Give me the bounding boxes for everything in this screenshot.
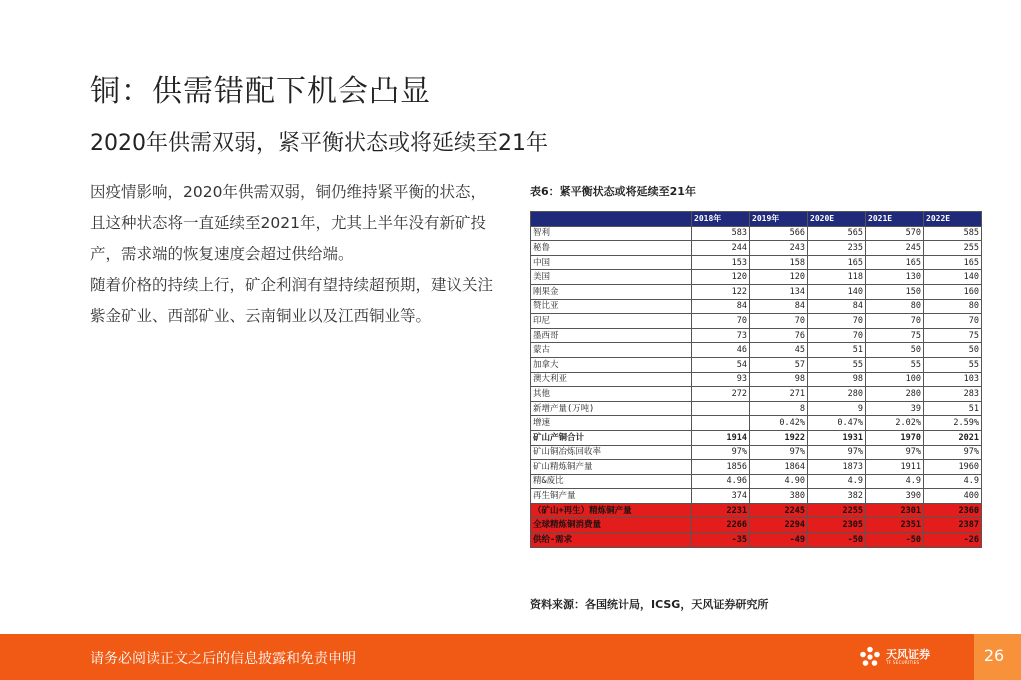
table-header-cell — [531, 212, 692, 227]
supply-demand-table-container — [530, 211, 981, 548]
table-row — [531, 372, 982, 387]
value-cell: 2231 — [692, 503, 750, 518]
value-cell: 1931 — [808, 430, 866, 445]
value-cell: 1864 — [750, 460, 808, 475]
value-cell: 98 — [808, 372, 866, 387]
value-cell: 50 — [866, 343, 924, 358]
footer-disclaimer: 请务必阅读正文之后的信息披露和免责申明 — [90, 651, 356, 667]
value-cell: 80 — [866, 299, 924, 314]
value-cell: 235 — [808, 241, 866, 256]
value-cell: 51 — [924, 401, 982, 416]
table-row — [531, 255, 982, 270]
value-cell: 565 — [808, 226, 866, 241]
page-subtitle: 2020年供需双弱，紧平衡状态或将延续至21年 — [90, 131, 548, 156]
value-cell: 4.96 — [692, 474, 750, 489]
value-cell: 9 — [808, 401, 866, 416]
page-number: 26 — [983, 646, 1005, 665]
value-cell: 570 — [866, 226, 924, 241]
table-header-cell: 2020E — [808, 212, 866, 227]
value-cell: 97% — [924, 445, 982, 460]
table-row — [531, 241, 982, 256]
row-label-cell: 蒙古 — [531, 343, 692, 358]
table-body — [531, 226, 982, 547]
value-cell: 153 — [692, 255, 750, 270]
value-cell: 2021 — [924, 430, 982, 445]
value-cell: 39 — [866, 401, 924, 416]
value-cell: 4.9 — [924, 474, 982, 489]
value-cell: 374 — [692, 489, 750, 504]
table-row — [531, 533, 982, 548]
value-cell: 51 — [808, 343, 866, 358]
value-cell: 2387 — [924, 518, 982, 533]
value-cell: 75 — [924, 328, 982, 343]
table-row — [531, 314, 982, 329]
logo-name-cn: 天风证券 — [886, 648, 930, 661]
value-cell: -26 — [924, 533, 982, 548]
value-cell: 165 — [808, 255, 866, 270]
table-header-cell: 2022E — [924, 212, 982, 227]
value-cell: 84 — [692, 299, 750, 314]
value-cell: 80 — [924, 299, 982, 314]
row-label-cell: 澳大利亚 — [531, 372, 692, 387]
value-cell: 140 — [808, 284, 866, 299]
table-row — [531, 284, 982, 299]
value-cell: 390 — [866, 489, 924, 504]
value-cell: 55 — [866, 357, 924, 372]
value-cell: 2360 — [924, 503, 982, 518]
table-row — [531, 430, 982, 445]
table-row — [531, 474, 982, 489]
value-cell: 70 — [866, 314, 924, 329]
value-cell: 73 — [692, 328, 750, 343]
value-cell: 134 — [750, 284, 808, 299]
value-cell: 70 — [924, 314, 982, 329]
value-cell: 380 — [750, 489, 808, 504]
row-label-cell: 全球精炼铜消费量 — [531, 518, 692, 533]
table-row — [531, 460, 982, 475]
value-cell: 70 — [808, 314, 866, 329]
value-cell: 97% — [750, 445, 808, 460]
table-header-cell: 2021E — [866, 212, 924, 227]
value-cell: 585 — [924, 226, 982, 241]
value-cell: 255 — [924, 241, 982, 256]
page-number-box — [974, 634, 1021, 680]
row-label-cell: 秘鲁 — [531, 241, 692, 256]
value-cell: 150 — [866, 284, 924, 299]
value-cell: 46 — [692, 343, 750, 358]
value-cell: 280 — [808, 387, 866, 402]
value-cell: 283 — [924, 387, 982, 402]
value-cell: 70 — [808, 328, 866, 343]
row-label-cell: 加拿大 — [531, 357, 692, 372]
value-cell: 57 — [750, 357, 808, 372]
table-row — [531, 357, 982, 372]
value-cell: 280 — [866, 387, 924, 402]
value-cell: 2305 — [808, 518, 866, 533]
body-paragraph: 随着价格的持续上行，矿企利润有望持续超预期，建议关注紫金矿业、西部矿业、云南铜业以及江西铜业等。 — [90, 276, 494, 325]
logo-name-en: TF SECURITIES — [886, 660, 920, 665]
table-source: 资料来源：各国统计局，ICSG，天风证券研究所 — [530, 598, 769, 611]
row-label-cell: 美国 — [531, 270, 692, 285]
value-cell: 160 — [924, 284, 982, 299]
value-cell: 70 — [692, 314, 750, 329]
value-cell: 271 — [750, 387, 808, 402]
table-row — [531, 518, 982, 533]
value-cell: 55 — [808, 357, 866, 372]
value-cell: 54 — [692, 357, 750, 372]
value-cell: 4.9 — [866, 474, 924, 489]
row-label-cell: 中国 — [531, 255, 692, 270]
value-cell: 84 — [808, 299, 866, 314]
table-row — [531, 328, 982, 343]
body-text — [90, 177, 500, 332]
value-cell: 244 — [692, 241, 750, 256]
value-cell: 120 — [692, 270, 750, 285]
value-cell: -35 — [692, 533, 750, 548]
table-row — [531, 401, 982, 416]
row-label-cell: 赞比亚 — [531, 299, 692, 314]
value-cell — [692, 416, 750, 431]
row-label-cell: 供给-需求 — [531, 533, 692, 548]
value-cell: 45 — [750, 343, 808, 358]
value-cell: 2255 — [808, 503, 866, 518]
table-header-row — [531, 212, 982, 227]
value-cell: 76 — [750, 328, 808, 343]
value-cell: 243 — [750, 241, 808, 256]
table-header-cell: 2019年 — [750, 212, 808, 227]
value-cell: 382 — [808, 489, 866, 504]
value-cell: 120 — [750, 270, 808, 285]
table-row — [531, 270, 982, 285]
value-cell: 158 — [750, 255, 808, 270]
row-label-cell: 其他 — [531, 387, 692, 402]
value-cell: 165 — [924, 255, 982, 270]
value-cell: 130 — [866, 270, 924, 285]
row-label-cell: 印尼 — [531, 314, 692, 329]
value-cell: 97% — [866, 445, 924, 460]
value-cell: 0.42% — [750, 416, 808, 431]
value-cell: 1873 — [808, 460, 866, 475]
value-cell: 2351 — [866, 518, 924, 533]
value-cell: 1922 — [750, 430, 808, 445]
table-row — [531, 445, 982, 460]
value-cell: 50 — [924, 343, 982, 358]
value-cell: 2266 — [692, 518, 750, 533]
value-cell: 1914 — [692, 430, 750, 445]
value-cell: 272 — [692, 387, 750, 402]
table-header-cell: 2018年 — [692, 212, 750, 227]
value-cell: 118 — [808, 270, 866, 285]
row-label-cell: （矿山+再生）精炼铜产量 — [531, 503, 692, 518]
table-caption: 表6：紧平衡状态或将延续至21年 — [530, 185, 696, 198]
table-row — [531, 503, 982, 518]
value-cell: 1911 — [866, 460, 924, 475]
value-cell: -50 — [866, 533, 924, 548]
value-cell: -50 — [808, 533, 866, 548]
table-row — [531, 299, 982, 314]
table-row — [531, 416, 982, 431]
row-label-cell: 精&废比 — [531, 474, 692, 489]
value-cell: 93 — [692, 372, 750, 387]
row-label-cell: 矿山精炼铜产量 — [531, 460, 692, 475]
value-cell: 84 — [750, 299, 808, 314]
row-label-cell: 墨西哥 — [531, 328, 692, 343]
value-cell: 75 — [866, 328, 924, 343]
value-cell: 8 — [750, 401, 808, 416]
value-cell: 400 — [924, 489, 982, 504]
row-label-cell: 增速 — [531, 416, 692, 431]
table-row — [531, 489, 982, 504]
footer-bar — [0, 634, 1021, 680]
row-label-cell: 新增产量(万吨) — [531, 401, 692, 416]
page-title: 铜：供需错配下机会凸显 — [90, 74, 431, 109]
value-cell: 1856 — [692, 460, 750, 475]
body-paragraph: 因疫情影响，2020年供需双弱，铜仍维持紧平衡的状态，且这种状态将一直延续至2021年，尤其上半年没有新矿投产，需求端的恢复速度会超过供给端。 — [90, 183, 486, 263]
value-cell: 2.59% — [924, 416, 982, 431]
value-cell: -49 — [750, 533, 808, 548]
value-cell: 4.90 — [750, 474, 808, 489]
value-cell: 55 — [924, 357, 982, 372]
brand-logo — [858, 644, 930, 670]
value-cell: 165 — [866, 255, 924, 270]
row-label-cell: 刚果金 — [531, 284, 692, 299]
value-cell: 97% — [692, 445, 750, 460]
value-cell: 103 — [924, 372, 982, 387]
value-cell: 1970 — [866, 430, 924, 445]
value-cell: 97% — [808, 445, 866, 460]
row-label-cell: 矿山铜冶炼回收率 — [531, 445, 692, 460]
value-cell: 100 — [866, 372, 924, 387]
value-cell: 122 — [692, 284, 750, 299]
table-row — [531, 387, 982, 402]
value-cell: 2.02% — [866, 416, 924, 431]
row-label-cell: 矿山产铜合计 — [531, 430, 692, 445]
value-cell: 566 — [750, 226, 808, 241]
value-cell: 2301 — [866, 503, 924, 518]
row-label-cell: 再生铜产量 — [531, 489, 692, 504]
value-cell: 2294 — [750, 518, 808, 533]
value-cell: 2245 — [750, 503, 808, 518]
value-cell: 140 — [924, 270, 982, 285]
value-cell — [692, 401, 750, 416]
value-cell: 98 — [750, 372, 808, 387]
tf-flower-icon — [858, 645, 882, 669]
value-cell: 1960 — [924, 460, 982, 475]
value-cell: 4.9 — [808, 474, 866, 489]
value-cell: 245 — [866, 241, 924, 256]
supply-demand-table — [530, 211, 982, 548]
table-row — [531, 343, 982, 358]
value-cell: 70 — [750, 314, 808, 329]
value-cell: 0.47% — [808, 416, 866, 431]
value-cell: 583 — [692, 226, 750, 241]
table-row — [531, 226, 982, 241]
row-label-cell: 智利 — [531, 226, 692, 241]
